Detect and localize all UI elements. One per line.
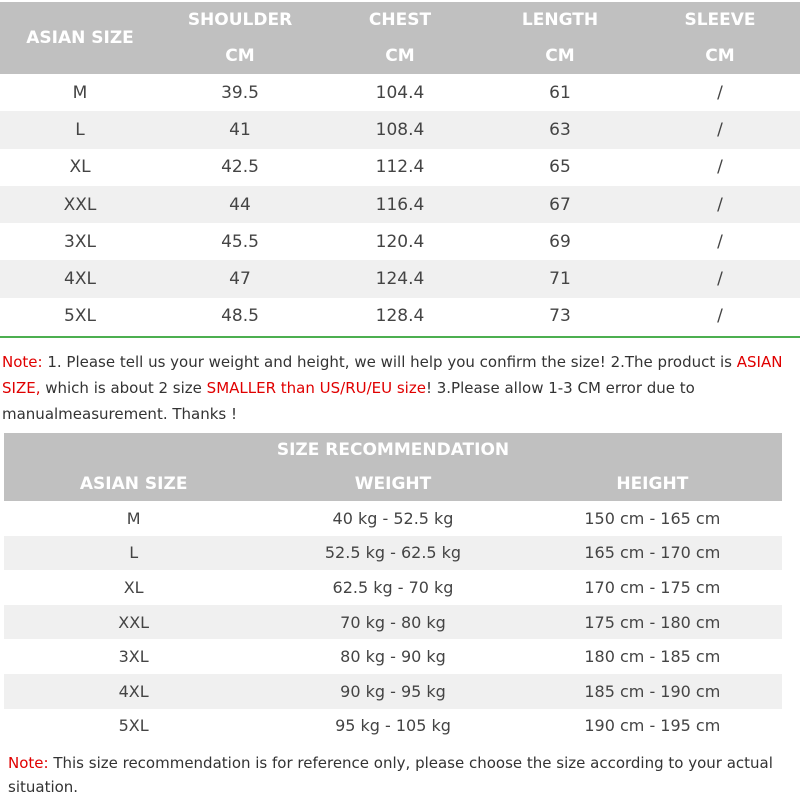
table-cell: 120.4 (375, 231, 425, 252)
unit-label: CM (480, 38, 640, 74)
table-cell: 165 cm - 170 cm (523, 536, 782, 571)
table-cell: 44 (160, 186, 320, 223)
table-row (4, 639, 782, 674)
table-row (0, 260, 800, 297)
table-row (0, 149, 800, 186)
recommendation-note (8, 751, 798, 799)
table-cell: / (717, 306, 723, 327)
note-text: 1. Please tell us your weight and height, we will help you confirm the size! 2.The product is (42, 353, 737, 371)
header-shoulder: SHOULDER (160, 2, 320, 38)
size-note (2, 349, 798, 427)
table-cell: 62.5 kg - 70 kg (332, 577, 454, 597)
table-cell: 90 kg - 95 kg (263, 674, 522, 709)
table-row (4, 709, 782, 744)
table-cell: 40 kg - 52.5 kg (332, 508, 454, 528)
divider-line (0, 336, 800, 338)
header-asian-size: ASIAN SIZE (4, 467, 263, 501)
table-cell: / (717, 82, 723, 103)
note-text: This size recommendation is for reference only, please choose the size according to your actual situation. (8, 754, 773, 796)
table-cell: XL (123, 577, 144, 597)
unit-label: CM (640, 38, 800, 74)
header-chest: CHEST (320, 2, 480, 38)
size-chart-header-row (0, 2, 800, 38)
table-cell: 185 cm - 190 cm (523, 674, 782, 709)
table-cell: 47 (160, 260, 320, 297)
table-cell: 73 (549, 306, 571, 327)
table-cell: / (640, 111, 800, 148)
note-text: which is about 2 size (40, 379, 207, 397)
table-cell: 48.5 (221, 306, 259, 327)
note-highlight: SMALLER than US/RU/EU size (206, 379, 426, 397)
table-row (4, 536, 782, 571)
table-row (4, 501, 782, 536)
header-weight: WEIGHT (263, 467, 522, 501)
table-cell: XXL (0, 186, 160, 223)
recommendation-title: SIZE RECOMMENDATION (4, 433, 782, 467)
table-cell: 190 cm - 195 cm (584, 716, 721, 736)
table-cell: 128.4 (375, 306, 425, 327)
table-cell: 45.5 (221, 231, 259, 252)
table-row (0, 223, 800, 260)
table-row (4, 605, 782, 640)
table-cell: 41 (160, 111, 320, 148)
table-cell: 63 (480, 111, 640, 148)
header-length: LENGTH (480, 2, 640, 38)
table-cell: 150 cm - 165 cm (584, 508, 721, 528)
note-text: ! 3.Please allow 1-3 CM error due to manualmeasurement. Thanks ! (2, 379, 695, 423)
table-cell: 3XL (64, 231, 96, 252)
note-highlight: ASIAN SIZE, (2, 353, 783, 397)
table-cell: 61 (549, 82, 571, 103)
table-cell: / (717, 157, 723, 178)
table-cell: XXL (4, 605, 263, 640)
table-cell: XL (69, 157, 91, 178)
table-cell: 180 cm - 185 cm (584, 647, 721, 667)
table-cell: 5XL (64, 306, 96, 327)
table-cell: 175 cm - 180 cm (523, 605, 782, 640)
note-label: Note: (2, 353, 43, 371)
table-cell: L (4, 536, 263, 571)
table-row (4, 674, 782, 709)
table-row (0, 74, 800, 111)
unit-label: CM (160, 38, 320, 74)
table-cell: 80 kg - 90 kg (340, 647, 446, 667)
table-cell: 112.4 (375, 157, 425, 178)
table-row (4, 570, 782, 605)
table-cell: / (640, 186, 800, 223)
table-cell: L (0, 111, 160, 148)
table-cell: / (640, 260, 800, 297)
table-cell: 95 kg - 105 kg (335, 716, 451, 736)
table-cell: 4XL (4, 674, 263, 709)
table-cell: 124.4 (320, 260, 480, 297)
table-cell: 65 (549, 157, 571, 178)
table-row (0, 186, 800, 223)
table-cell: 42.5 (221, 157, 259, 178)
table-cell: 67 (480, 186, 640, 223)
table-row (0, 298, 800, 335)
table-cell: M (72, 82, 88, 103)
table-cell: 108.4 (320, 111, 480, 148)
table-cell: M (126, 508, 141, 528)
header-sleeve: SLEEVE (640, 2, 800, 38)
size-chart-table (0, 2, 800, 335)
table-cell: 5XL (118, 716, 149, 736)
table-cell: 52.5 kg - 62.5 kg (263, 536, 522, 571)
table-row (0, 111, 800, 148)
table-cell: 116.4 (320, 186, 480, 223)
table-cell: 4XL (0, 260, 160, 297)
note-label: Note: (8, 754, 49, 772)
table-cell: 170 cm - 175 cm (584, 577, 721, 597)
header-height: HEIGHT (523, 467, 782, 501)
table-cell: 70 kg - 80 kg (263, 605, 522, 640)
size-recommendation-table (4, 433, 782, 743)
table-cell: 104.4 (375, 82, 425, 103)
table-cell: 69 (549, 231, 571, 252)
table-cell: 71 (480, 260, 640, 297)
unit-label: CM (320, 38, 480, 74)
table-cell: 39.5 (221, 82, 259, 103)
table-cell: 3XL (118, 647, 149, 667)
table-cell: / (717, 231, 723, 252)
header-asian-size: ASIAN SIZE (0, 2, 160, 74)
